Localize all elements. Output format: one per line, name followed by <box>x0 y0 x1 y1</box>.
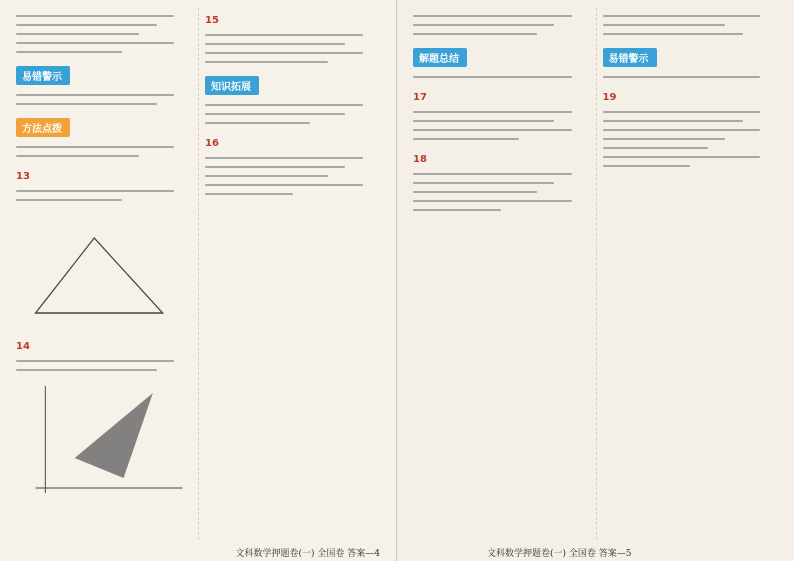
linear-programming-region-figure <box>16 378 192 498</box>
left-page-column-1 <box>10 8 198 540</box>
problem-number: 18 <box>413 154 427 165</box>
heading-method-tips: 方法点拨 <box>16 118 70 137</box>
problem-number: 14 <box>16 341 30 352</box>
left-page-column-2 <box>198 8 386 540</box>
heading-solution-summary: 解题总结 <box>413 48 467 67</box>
right-page <box>397 0 794 561</box>
heading-error-alert: 易错警示 <box>16 66 70 85</box>
page-footer: 文科数学押题卷(一) 全国卷 答案—4 <box>235 549 380 559</box>
heading-error-alert: 易错警示 <box>603 48 657 67</box>
problem-number: 17 <box>413 92 427 103</box>
problem-number: 13 <box>16 171 30 182</box>
page-footer: 文科数学押题卷(一) 全国卷 答案—5 <box>487 549 632 559</box>
heading-knowledge-extension: 知识拓展 <box>205 76 259 95</box>
problem-number: 15 <box>205 15 219 26</box>
problem-number: 16 <box>205 138 219 149</box>
right-page-column-2 <box>596 8 785 540</box>
right-page-column-1 <box>407 8 596 540</box>
triangle-figure <box>16 208 192 328</box>
problem-number: 19 <box>602 92 617 103</box>
